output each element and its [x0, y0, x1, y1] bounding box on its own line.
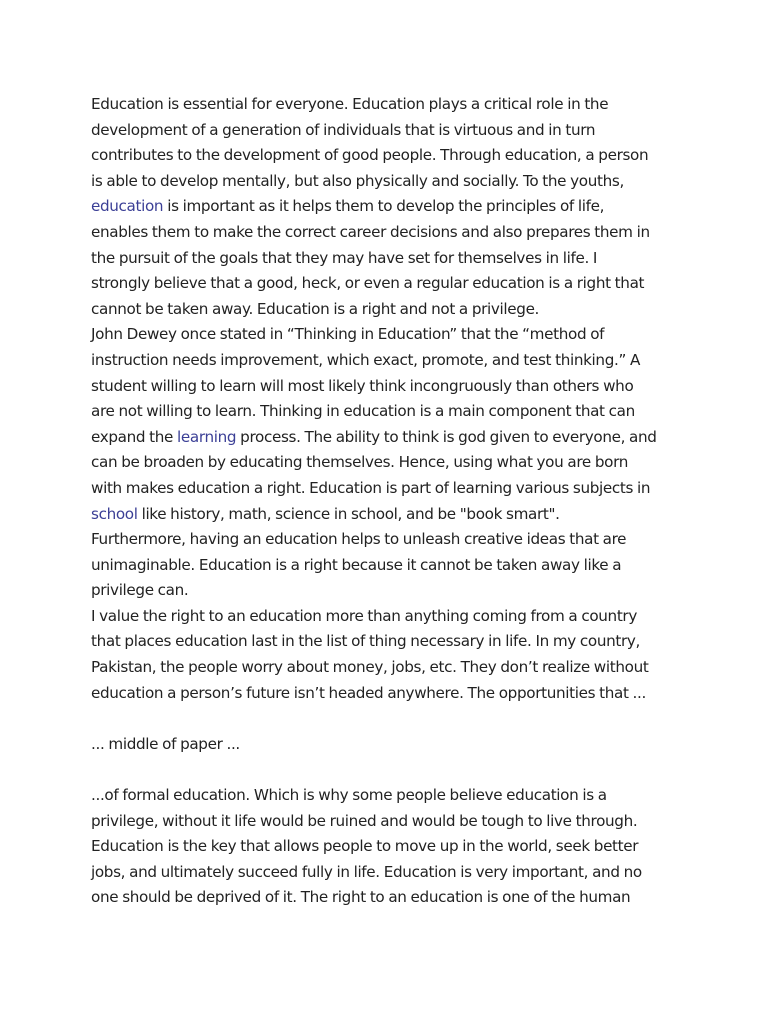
paragraph-3 [91, 604, 691, 706]
text-line: student willing to learn will most likely think incongruously than others who [91, 376, 634, 395]
text-line: Education is essential for everyone. Education plays a critical role in the [91, 95, 609, 113]
paragraph-4 [91, 783, 691, 911]
text-line: jobs, and ultimately succeed fully in life. Education is very important, and no [91, 862, 642, 881]
text-line: strongly believe that a good, heck, or even a regular education is a right that [91, 274, 645, 293]
text-line: instruction needs improvement, which exact, promote, and test thinking.” A [91, 350, 641, 369]
text-line [91, 194, 691, 220]
document-page [91, 92, 691, 911]
spacer [91, 757, 691, 783]
text-line: Furthermore, having an education helps to unleash creative ideas that are [91, 530, 627, 549]
text-line: can be broaden by educating themselves. Hence, using what you are born [91, 453, 628, 472]
text-span: is important as it helps them to develop the principles of life, [163, 197, 605, 216]
paragraph-2 [91, 322, 691, 604]
text-line: ...of formal education. Which is why some people believe education is a [91, 786, 607, 805]
learning-link[interactable]: learning [177, 427, 237, 446]
text-line: one should be deprived of it. The right to an education is one of the human [91, 888, 631, 907]
text-line: contributes to the development of good people. Through education, a person [91, 146, 649, 165]
text-line: with makes education a right. Education is part of learning various subjects in [91, 478, 651, 497]
text-line: privilege, without it life would be ruined and would be tough to live through. [91, 811, 638, 830]
text-line: privilege can. [91, 581, 189, 600]
school-link[interactable]: school [91, 504, 138, 523]
text-line: I value the right to an education more than anything coming from a country [91, 606, 637, 625]
paragraph-1 [91, 92, 691, 322]
text-line: the pursuit of the goals that they may have set for themselves in life. I [91, 248, 598, 267]
text-line: that places education last in the list of thing necessary in life. In my country, [91, 632, 641, 651]
text-line [91, 502, 691, 528]
text-line: are not willing to learn. Thinking in education is a main component that can [91, 402, 635, 421]
text-line [91, 425, 691, 451]
text-line: John Dewey once stated in “Thinking in Education” that the “method of [91, 325, 605, 344]
text-line: Education is the key that allows people to move up in the world, seek better [91, 837, 639, 856]
middle-of-paper-separator: ... middle of paper ... [91, 734, 240, 753]
text-line: Pakistan, the people worry about money, jobs, etc. They don’t realize without [91, 658, 649, 677]
text-line: cannot be taken away. Education is a right and not a privilege. [91, 299, 540, 318]
text-line: unimaginable. Education is a right because it cannot be taken away like a [91, 555, 622, 574]
text-line: education a person’s future isn’t headed anywhere. The opportunities that ... [91, 683, 646, 702]
text-span: expand the [91, 427, 178, 446]
text-span: like history, math, science in school, and be "book smart". [137, 504, 560, 523]
text-line: development of a generation of individuals that is virtuous and in turn [91, 120, 596, 139]
text-line: enables them to make the correct career decisions and also prepares them in [91, 222, 650, 241]
text-line: is able to develop mentally, but also physically and socially. To the youths, [91, 171, 624, 190]
spacer [91, 706, 691, 732]
text-span: process. The ability to think is god given to everyone, and [236, 427, 657, 446]
education-link[interactable]: education [91, 197, 164, 216]
